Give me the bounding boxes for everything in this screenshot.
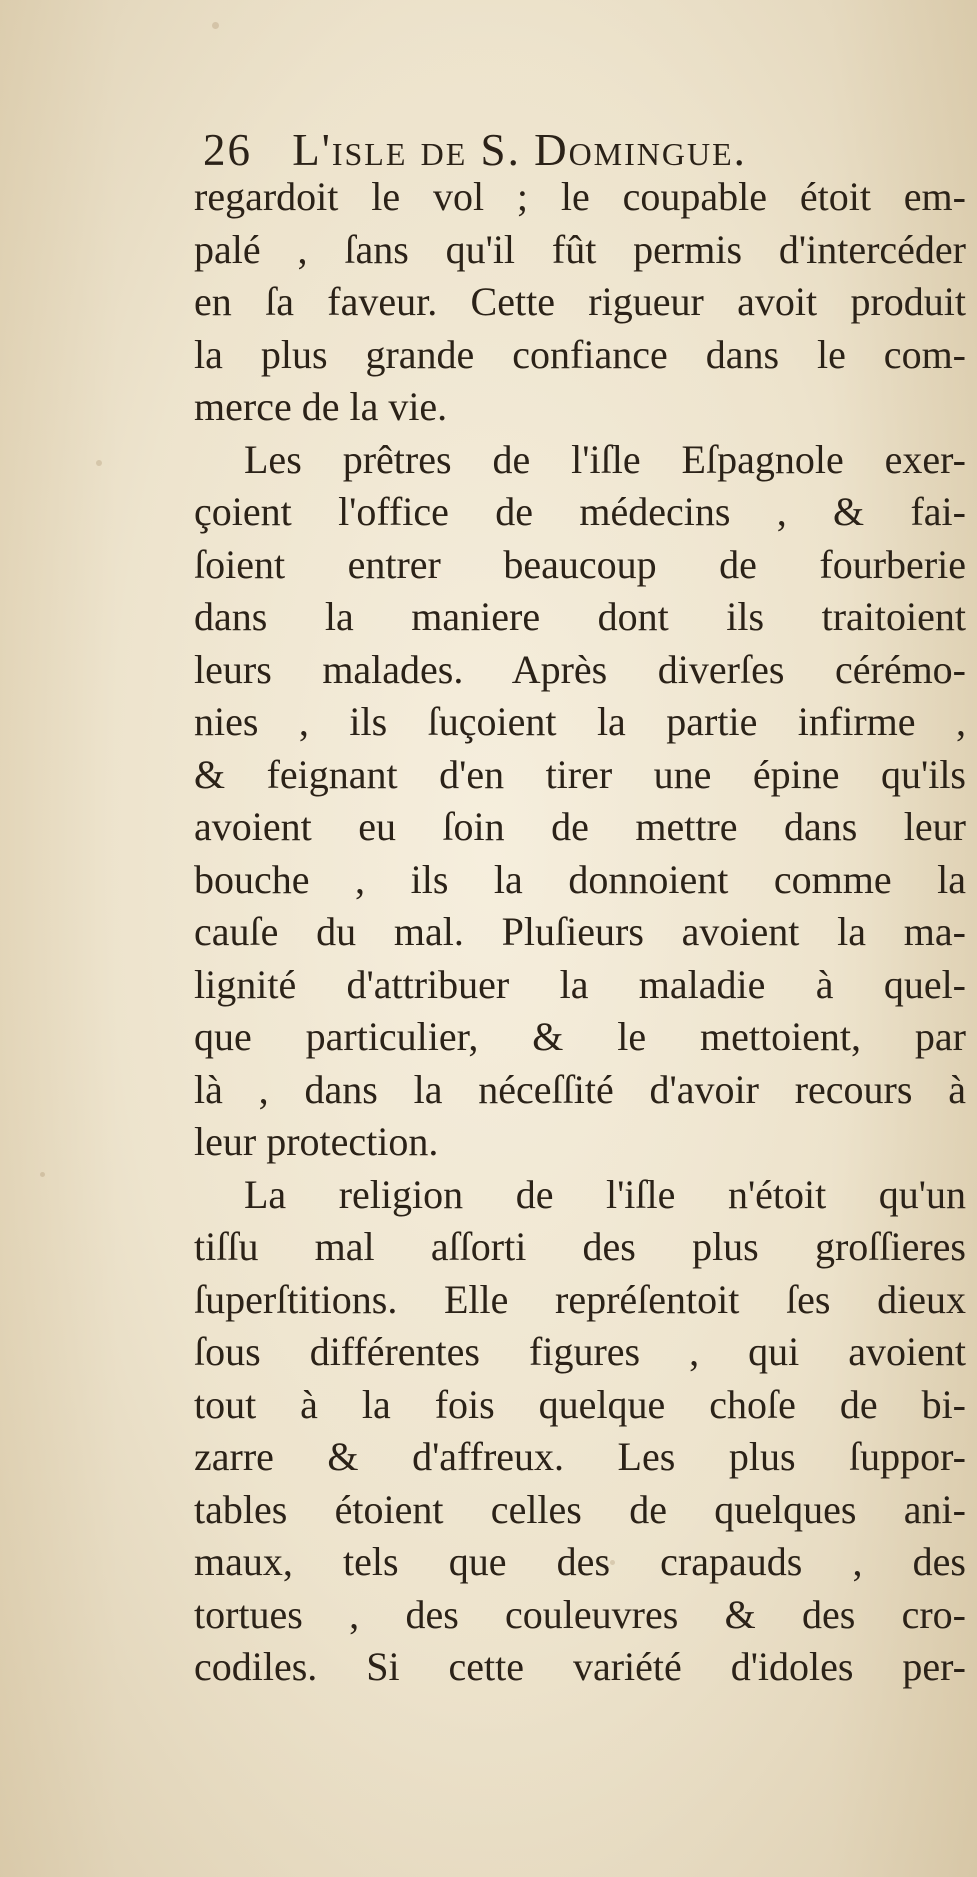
text-line: tables étoient celles de quelques ani- — [194, 1486, 966, 1532]
text-line: ſous différentes figures , qui avoient — [194, 1329, 966, 1374]
text-line: çoient l'office de médecins , & fai- — [194, 489, 966, 534]
text-line: ſuperſtitions. Elle repréſentoit ſes dieux — [194, 1276, 966, 1322]
text-line: palé , ſans qu'il fût permis d'intercéder — [194, 226, 966, 272]
text-line: que particulier, & le mettoient, par — [194, 1014, 966, 1059]
text-line: leur protection. — [194, 1119, 439, 1164]
text-line: cauſe du mal. Pluſieurs avoient la ma- — [194, 909, 966, 954]
text-line: ſoient entrer beaucoup de fourberie — [194, 541, 966, 587]
text-line: dans la maniere dont ils traitoient — [194, 594, 966, 639]
page-number: 26 — [203, 125, 252, 175]
running-title: L'isle de S. Domingue. — [292, 125, 747, 175]
text-line: regardoit le vol ; le coupable étoit em- — [194, 174, 966, 219]
text-line: & feignant d'en tirer une épine qu'ils — [194, 751, 966, 797]
text-line: avoient eu ſoin de mettre dans leur — [194, 804, 966, 849]
text-line: zarre & d'affreux. Les plus ſuppor- — [194, 1434, 966, 1479]
text-line: tiſſu mal aſſorti des plus groſſieres — [194, 1224, 966, 1269]
text-line: codiles. Si cette variété d'idoles per- — [194, 1644, 966, 1689]
text-line: Les prêtres de l'iſle Eſpagnole exer- — [244, 436, 966, 482]
text-line: la plus grande confiance dans le com- — [194, 331, 966, 377]
text-line: bouche , ils la donnoient comme la — [194, 856, 966, 902]
text-line: leurs malades. Après diverſes cérémo- — [194, 646, 966, 692]
foxing-spot — [96, 460, 102, 466]
text-line: lignité d'attribuer la maladie à quel- — [194, 961, 966, 1007]
text-line: tortues , des couleuvres & des cro- — [194, 1591, 966, 1637]
text-line: là , dans la néceſſité d'avoir recours à — [194, 1066, 966, 1112]
text-line: maux, tels que des crapauds , des — [194, 1539, 966, 1584]
text-line: en ſa faveur. Cette rigueur avoit produit — [194, 279, 966, 324]
foxing-spot — [40, 1172, 45, 1177]
body-text — [194, 171, 966, 1694]
text-line: nies , ils ſuçoient la partie infirme , — [194, 699, 966, 744]
text-line: La religion de l'iſle n'étoit qu'un — [244, 1171, 966, 1217]
text-line: merce de la vie. — [194, 384, 448, 429]
foxing-spot — [212, 22, 219, 29]
text-line: tout à la fois quelque choſe de bi- — [194, 1381, 966, 1427]
